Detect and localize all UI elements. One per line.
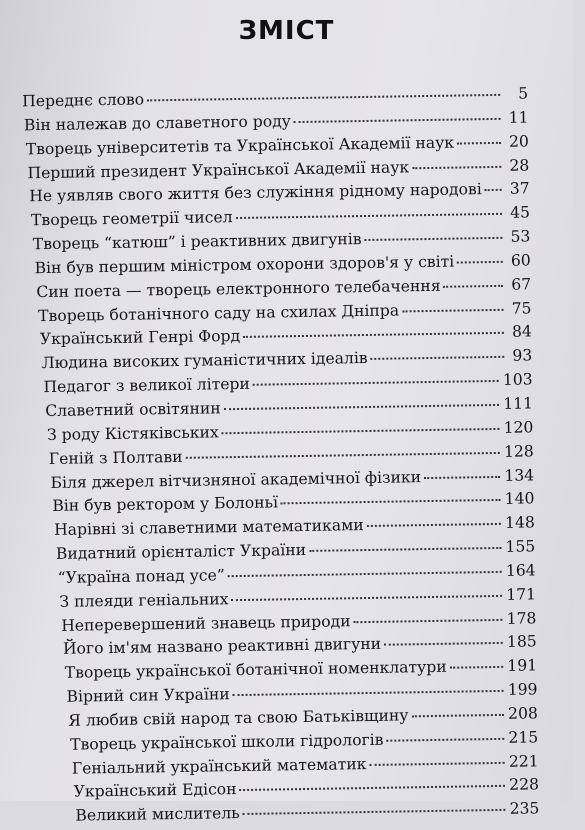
dot-leader: [186, 451, 500, 459]
toc-entry-title: Я любив свій народ та свою Батьківщину: [68, 706, 409, 730]
dot-leader: [457, 141, 501, 145]
toc-entry-title: Не уявляв свого життя без служіння рідному народові: [29, 180, 482, 206]
toc-entry-page-number: 93: [512, 346, 533, 365]
toc-entry-title: Він був ректором у Болоньї: [52, 493, 279, 516]
toc-entry-page-number: 53: [510, 227, 531, 246]
toc-entry-page-number: 75: [511, 298, 532, 318]
toc-entry-page-number: 178: [506, 608, 537, 628]
dot-leader: [236, 212, 502, 219]
toc-entry-page-number: 103: [502, 370, 533, 389]
toc-entry-page-number: 191: [507, 656, 538, 676]
toc-entry-title: Творець “катюш” і реактивних двигунів: [32, 230, 362, 254]
dot-leader: [485, 188, 502, 191]
dot-leader: [228, 570, 502, 577]
toc-entry-title: Український Едісон: [73, 780, 237, 802]
dot-leader: [386, 737, 504, 742]
dot-leader: [222, 427, 500, 434]
dot-leader: [231, 594, 502, 601]
dot-leader: [411, 713, 504, 717]
toc-entry-page-number: 134: [504, 465, 535, 485]
toc-entry-page-number: 208: [507, 704, 539, 723]
toc-entry-title: Український Генрі Форд: [39, 327, 241, 349]
toc-entry-title: “Україна понад усе”: [57, 566, 225, 587]
toc-entry-page-number: 5: [518, 84, 529, 103]
toc-entry-page-number: 185: [506, 632, 537, 652]
dot-leader: [365, 236, 503, 241]
toc-entry-title: Перший президент Української Академії наук: [27, 157, 410, 182]
toc-entry-title: Творець ботанічного саду на схилах Дніпра: [38, 301, 400, 325]
toc-entry-page-number: 67: [511, 275, 532, 294]
toc-entry-page-number: 228: [509, 775, 540, 795]
page-title: ЗМІСТ: [238, 16, 335, 46]
toc-entry-page-number: 128: [503, 442, 534, 461]
dot-leader: [412, 164, 501, 168]
dot-leader: [239, 784, 505, 791]
table-of-contents: [0, 82, 585, 830]
toc-entry-title: Біля джерел вітчизняної академічної фізики: [50, 467, 422, 492]
dot-leader: [450, 665, 504, 669]
toc-entry-title: З роду Кістяківських: [46, 423, 219, 444]
toc-entry-title: Творець української школи гідрологів: [69, 730, 384, 754]
dot-leader: [147, 93, 500, 102]
toc-entry-title: Неперевершений знавець природи: [61, 611, 351, 635]
toc-entry-title: Його ім'ям названо реактивні двигуни: [62, 635, 382, 659]
dot-leader: [294, 117, 501, 123]
toc-entry-title: Геній з Полтави: [48, 447, 183, 468]
dot-leader: [384, 641, 503, 646]
toc-entry-page-number: 155: [505, 537, 536, 556]
toc-entry-title: Син поета — творець електронного телебачення: [36, 276, 441, 301]
toc-entry-page-number: 11: [508, 108, 529, 127]
toc-entry-title: Педагог з великої літери: [43, 374, 251, 397]
dot-leader: [224, 403, 500, 410]
toc-entry-page-number: 221: [508, 751, 539, 771]
toc-entry-page-number: 84: [511, 322, 533, 342]
dot-leader: [243, 331, 504, 338]
toc-entry-title: Він був першим міністром охорони здоров'я у світі: [34, 252, 455, 278]
toc-entry-page-number: 199: [507, 680, 538, 699]
toc-entry-title: Творець університетів та Української Академії наук: [25, 133, 455, 159]
toc-entry-page-number: 45: [510, 203, 531, 222]
toc-entry-title: Вірний син України: [66, 685, 230, 706]
toc-entry-page-number: 37: [509, 179, 530, 199]
dot-leader: [402, 307, 503, 312]
toc-entry-title: Творець української ботанічної номенклатури: [64, 658, 447, 683]
toc-entry-page-number: 20: [508, 132, 530, 151]
toc-entry-page-number: 111: [503, 394, 534, 413]
dot-leader: [424, 474, 500, 478]
toc-entry-title: Людина високих гуманістичних ідеалів: [41, 349, 368, 373]
toc-entry-page-number: 148: [504, 513, 536, 533]
toc-entry-title: Геніальний український математик: [71, 754, 367, 778]
toc-entry-title: Видатний орієнталіст України: [55, 540, 307, 563]
toc-entry-title: Нарівні зі славетними математиками: [53, 516, 364, 540]
dot-leader: [309, 546, 501, 552]
toc-entry-page-number: 171: [506, 585, 537, 604]
toc-entry-page-number: 235: [509, 799, 540, 819]
toc-entry-page-number: 164: [505, 561, 536, 580]
dot-leader: [354, 617, 503, 622]
dot-leader: [444, 284, 504, 288]
toc-entry-title: Великий мислитель: [75, 804, 240, 825]
toc-entry-page-number: 28: [509, 155, 530, 175]
dot-leader: [253, 379, 499, 386]
toc-entry-page-number: 140: [504, 489, 535, 509]
dot-leader: [371, 355, 505, 360]
dot-leader: [243, 808, 506, 815]
toc-entry-title: Славетний освітянин: [45, 399, 221, 421]
toc-entry-title: Він належав до славетного роду: [23, 111, 292, 135]
toc-entry-title: З плеяди геніальних: [59, 589, 229, 611]
dot-leader: [367, 522, 501, 527]
toc-entry-page-number: 215: [508, 728, 539, 747]
toc-entry-page-number: 60: [510, 251, 531, 270]
toc-entry-page-number: 120: [503, 418, 534, 437]
dot-leader: [281, 498, 501, 504]
dot-leader: [233, 689, 504, 696]
dot-leader: [369, 760, 505, 765]
toc-entry-title: Творець геометрії чисел: [30, 208, 233, 230]
dot-leader: [457, 260, 503, 264]
toc-entry-title: Переднє слово: [22, 90, 145, 111]
